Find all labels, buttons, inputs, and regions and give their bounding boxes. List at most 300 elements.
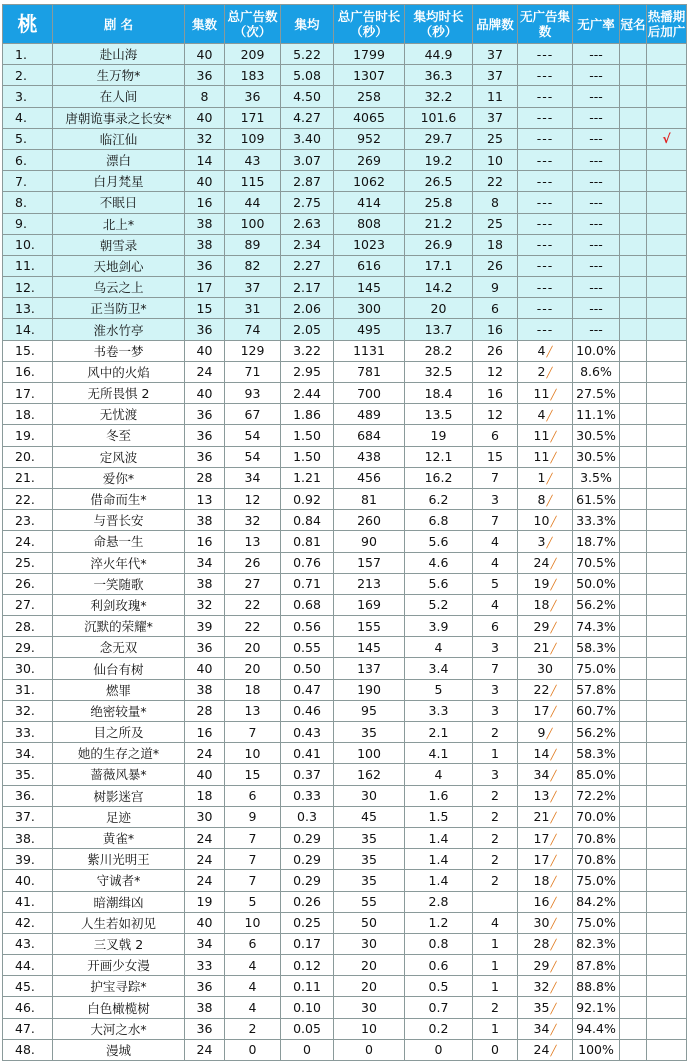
cell-no-ad-episodes — [518, 446, 573, 467]
cell-name-text: 沉默的荣耀* — [84, 619, 153, 635]
cell-episodes-text: 38 — [196, 512, 213, 528]
cell-no-ad-episodes-text: --- — [536, 258, 554, 274]
cell-brands — [473, 319, 518, 340]
table-row — [3, 255, 687, 276]
cell-ad-count — [225, 764, 281, 785]
cell-ad-per-episode — [281, 44, 334, 65]
table-row — [3, 743, 687, 764]
cell-episodes — [185, 383, 225, 404]
cell-ad-count — [225, 637, 281, 658]
cell-ad-count — [225, 319, 281, 340]
table-row — [3, 234, 687, 255]
cell-ad-per-episode — [281, 234, 334, 255]
cell-ad-per-episode-text: 0.29 — [293, 830, 321, 846]
cell-brands-text: 3 — [491, 682, 499, 698]
cell-name-text: 开画少女漫 — [87, 958, 150, 974]
cell-ad-count-text: 4 — [248, 1000, 257, 1016]
table-row — [3, 340, 687, 361]
cell-name-text: 利剑玫瑰* — [90, 597, 147, 613]
cell-brands-text: 37 — [487, 46, 503, 62]
cell-ad-count-text: 44 — [244, 194, 261, 210]
cell-brands — [473, 616, 518, 637]
cell-title-sponsor — [620, 213, 647, 234]
cell-no-ad-rate-text: 84.2% — [576, 894, 616, 910]
table-row — [3, 616, 687, 637]
cell-ad-per-episode — [281, 149, 334, 170]
cell-no-ad-rate-text: --- — [589, 237, 603, 253]
cell-no-ad-rate-text: --- — [589, 258, 603, 274]
cell-ad-count-text: 54 — [244, 427, 261, 443]
cell-ad-per-episode-text: 1.50 — [293, 449, 321, 465]
cell-no-ad-episodes — [518, 658, 573, 679]
cell-ad-per-episode-text: 0.29 — [293, 851, 321, 867]
table-row — [3, 997, 687, 1018]
table-header — [3, 5, 687, 44]
cell-episodes-text: 33 — [196, 957, 213, 973]
cell-ad-count-text: 6 — [248, 788, 257, 804]
cell-hot-added — [647, 149, 687, 170]
cell-no-ad-episodes — [518, 44, 573, 65]
cell-ad-count-text: 67 — [244, 406, 261, 422]
cell-no-ad-rate — [573, 743, 620, 764]
cell-brands — [473, 65, 518, 86]
cell-ad-per-episode — [281, 637, 334, 658]
cell-name — [53, 86, 185, 107]
cell-no-ad-rate-text: 74.3% — [576, 618, 616, 634]
cell-rank — [3, 277, 53, 298]
cell-duration-per-episode — [405, 616, 473, 637]
cell-no-ad-rate — [573, 298, 620, 319]
cell-ad-count — [225, 340, 281, 361]
cell-ad-per-episode — [281, 806, 334, 827]
header-title-sponsor: 冠名 — [620, 5, 647, 44]
cell-ad-per-episode-text: 0.81 — [293, 533, 321, 549]
cell-ad-duration — [334, 764, 405, 785]
cell-ad-count-text: 71 — [244, 364, 261, 380]
cell-ad-count — [225, 467, 281, 488]
cell-rank-text: 19. — [15, 427, 35, 443]
cell-ad-count — [225, 446, 281, 467]
cell-title-sponsor — [620, 594, 647, 615]
cell-name-text: 人生若如初见 — [80, 915, 156, 931]
carrot-icon: ╱ — [550, 389, 557, 401]
cell-ad-per-episode-text: 2.63 — [293, 216, 321, 232]
cell-hot-added — [647, 383, 687, 404]
cell-duration-per-episode — [405, 277, 473, 298]
cell-hot-added — [647, 425, 687, 446]
cell-ad-per-episode — [281, 65, 334, 86]
cell-ad-duration — [334, 849, 405, 870]
table-row — [3, 531, 687, 552]
table-row — [3, 65, 687, 86]
cell-no-ad-rate — [573, 467, 620, 488]
cell-ad-duration-text: 35 — [361, 724, 377, 740]
cell-ad-count — [225, 594, 281, 615]
cell-name-text: 唐朝诡事录之长安* — [65, 110, 172, 126]
cell-no-ad-rate — [573, 425, 620, 446]
cell-brands-text: 18 — [487, 237, 503, 253]
cell-no-ad-rate-text: 58.3% — [576, 745, 616, 761]
cell-ad-duration-text: 155 — [357, 618, 381, 634]
cell-episodes-text: 40 — [196, 46, 213, 62]
cell-ad-duration — [334, 467, 405, 488]
cell-brands — [473, 679, 518, 700]
cell-ad-per-episode-text: 0.92 — [293, 491, 321, 507]
cell-hot-added — [647, 764, 687, 785]
cell-episodes — [185, 912, 225, 933]
cell-ad-count-text: 13 — [244, 703, 261, 719]
cell-no-ad-episodes-text: 29 — [533, 618, 550, 634]
cell-duration-per-episode-text: 26.9 — [424, 237, 453, 253]
cell-hot-added — [647, 976, 687, 997]
cell-no-ad-rate — [573, 149, 620, 170]
cell-ad-duration — [334, 298, 405, 319]
cell-name-text: 不眠日 — [99, 195, 138, 211]
cell-name-text: 无所畏惧 2 — [87, 386, 150, 402]
cell-name — [53, 722, 185, 743]
cell-ad-count-text: 37 — [244, 279, 261, 295]
cell-ad-per-episode — [281, 510, 334, 531]
cell-brands — [473, 234, 518, 255]
cell-ad-per-episode-text: 0.55 — [293, 639, 321, 655]
cell-title-sponsor — [620, 552, 647, 573]
cell-title-sponsor — [620, 446, 647, 467]
cell-duration-per-episode-text: 5.6 — [428, 533, 449, 549]
cell-brands-text: 1 — [491, 1021, 499, 1037]
cell-ad-duration — [334, 637, 405, 658]
cell-no-ad-episodes — [518, 510, 573, 531]
cell-ad-per-episode-text: 0 — [303, 1042, 311, 1058]
cell-rank-text: 3. — [15, 88, 27, 104]
cell-episodes-text: 36 — [196, 427, 213, 443]
cell-duration-per-episode — [405, 933, 473, 954]
header-name: 剧 名 — [53, 5, 185, 44]
cell-hot-added — [647, 192, 687, 213]
cell-ad-count-text: 89 — [244, 237, 261, 253]
cell-ad-duration-text: 137 — [357, 661, 381, 677]
cell-ad-per-episode — [281, 1018, 334, 1039]
cell-episodes — [185, 86, 225, 107]
cell-brands-text: 3 — [491, 766, 499, 782]
cell-brands-text: 4 — [491, 597, 499, 613]
cell-duration-per-episode — [405, 552, 473, 573]
cell-name-text: 她的生存之道* — [77, 746, 160, 762]
cell-no-ad-rate — [573, 594, 620, 615]
header-ad-duration: 总广告时长（秒） — [334, 5, 405, 44]
cell-ad-count — [225, 234, 281, 255]
table-row — [3, 891, 687, 912]
cell-episodes — [185, 700, 225, 721]
cell-no-ad-episodes — [518, 849, 573, 870]
cell-ad-count-text: 7 — [248, 851, 257, 867]
cell-hot-added-text: √ — [662, 131, 671, 147]
cell-name-text: 借命而生* — [90, 492, 147, 508]
cell-no-ad-rate — [573, 361, 620, 382]
cell-ad-duration-text: 0 — [365, 1042, 373, 1058]
cell-brands-text: 6 — [491, 427, 499, 443]
cell-no-ad-episodes-text: 21 — [533, 639, 550, 655]
cell-episodes-text: 28 — [196, 703, 213, 719]
cell-name — [53, 255, 185, 276]
carrot-icon: ╱ — [550, 749, 557, 761]
cell-episodes — [185, 891, 225, 912]
cell-ad-per-episode — [281, 933, 334, 954]
cell-hot-added — [647, 361, 687, 382]
cell-no-ad-episodes-text: 21 — [533, 809, 550, 825]
cell-duration-per-episode-text: 4 — [434, 766, 443, 782]
cell-hot-added — [647, 467, 687, 488]
cell-ad-count-text: 13 — [244, 533, 261, 549]
cell-episodes — [185, 107, 225, 128]
cell-duration-per-episode-text: 20 — [430, 300, 447, 316]
cell-duration-per-episode-text: 13.5 — [424, 406, 453, 422]
cell-ad-duration — [334, 149, 405, 170]
cell-episodes — [185, 128, 225, 149]
cell-no-ad-episodes — [518, 912, 573, 933]
cell-name — [53, 594, 185, 615]
cell-hot-added — [647, 870, 687, 891]
cell-rank — [3, 552, 53, 573]
cell-no-ad-episodes-text: --- — [536, 194, 554, 210]
cell-ad-count-text: 2 — [248, 1021, 257, 1037]
cell-name — [53, 616, 185, 637]
table-row — [3, 722, 687, 743]
cell-title-sponsor — [620, 764, 647, 785]
cell-duration-per-episode-text: 3.4 — [428, 661, 449, 677]
cell-brands-text: 11 — [487, 88, 503, 104]
cell-ad-duration-text: 30 — [361, 1000, 377, 1016]
cell-duration-per-episode — [405, 1018, 473, 1039]
cell-ad-duration-text: 145 — [357, 279, 381, 295]
cell-ad-per-episode-text: 1.86 — [293, 406, 321, 422]
cell-no-ad-rate-text: 61.5% — [576, 491, 616, 507]
cell-duration-per-episode-text: 2.1 — [428, 724, 449, 740]
cell-duration-per-episode-text: 12.1 — [424, 449, 453, 465]
cell-rank-text: 24. — [15, 533, 35, 549]
cell-hot-added — [647, 997, 687, 1018]
cell-no-ad-episodes — [518, 128, 573, 149]
cell-episodes-text: 24 — [196, 1042, 213, 1058]
cell-no-ad-rate-text: 88.8% — [576, 978, 616, 994]
header-hot-added: 热播期后加广 — [647, 5, 687, 44]
cell-name — [53, 171, 185, 192]
cell-ad-per-episode — [281, 785, 334, 806]
table-row — [3, 383, 687, 404]
cell-ad-per-episode-text: 4.27 — [293, 110, 321, 126]
cell-hot-added — [647, 319, 687, 340]
cell-name-text: 朝雪录 — [99, 237, 138, 253]
cell-title-sponsor — [620, 383, 647, 404]
cell-name — [53, 277, 185, 298]
table-row — [3, 425, 687, 446]
cell-no-ad-rate — [573, 319, 620, 340]
cell-title-sponsor — [620, 806, 647, 827]
cell-episodes — [185, 955, 225, 976]
cell-episodes — [185, 785, 225, 806]
cell-episodes — [185, 255, 225, 276]
cell-brands-text: 2 — [491, 1000, 499, 1016]
cell-no-ad-episodes — [518, 255, 573, 276]
cell-episodes — [185, 722, 225, 743]
cell-episodes-text: 24 — [196, 851, 213, 867]
cell-name — [53, 149, 185, 170]
cell-ad-count — [225, 552, 281, 573]
cell-rank-text: 10. — [15, 237, 35, 253]
cell-ad-per-episode — [281, 192, 334, 213]
table-row — [3, 298, 687, 319]
cell-brands-text: 1 — [491, 936, 499, 952]
carrot-icon: ╱ — [550, 431, 557, 443]
cell-brands-text: 7 — [491, 470, 499, 486]
carrot-icon: ╱ — [546, 474, 553, 486]
cell-no-ad-episodes — [518, 573, 573, 594]
cell-name-text: 白色橄榄树 — [87, 1000, 150, 1016]
cell-rank-text: 25. — [15, 555, 35, 571]
cell-hot-added — [647, 446, 687, 467]
cell-ad-duration — [334, 510, 405, 531]
cell-episodes-text: 30 — [196, 809, 213, 825]
cell-ad-per-episode-text: 0.50 — [293, 661, 321, 677]
cell-rank — [3, 912, 53, 933]
cell-episodes — [185, 44, 225, 65]
carrot-icon: ╱ — [550, 982, 557, 994]
cell-brands — [473, 976, 518, 997]
cell-no-ad-episodes — [518, 149, 573, 170]
cell-name — [53, 340, 185, 361]
cell-name-text: 护宝寻踪* — [90, 979, 147, 995]
carrot-icon: ╱ — [550, 961, 557, 973]
cell-no-ad-rate-text: 11.1% — [576, 406, 616, 422]
cell-no-ad-rate-text: --- — [589, 173, 603, 189]
cell-duration-per-episode-text: 0.5 — [428, 978, 449, 994]
cell-ad-duration-text: 20 — [361, 978, 377, 994]
cell-title-sponsor — [620, 128, 647, 149]
cell-name-text: 三叉戟 2 — [93, 936, 144, 952]
cell-name — [53, 65, 185, 86]
cell-name — [53, 976, 185, 997]
cell-rank — [3, 976, 53, 997]
table-row — [3, 870, 687, 891]
cell-hot-added — [647, 488, 687, 509]
cell-no-ad-rate-text: 30.5% — [576, 449, 616, 465]
cell-no-ad-episodes — [518, 425, 573, 446]
cell-hot-added — [647, 933, 687, 954]
cell-ad-duration-text: 10 — [361, 1021, 377, 1037]
cell-duration-per-episode-text: 6.8 — [428, 512, 449, 528]
table-row — [3, 319, 687, 340]
cell-ad-duration — [334, 86, 405, 107]
cell-title-sponsor — [620, 912, 647, 933]
cell-ad-count-text: 7 — [248, 830, 257, 846]
cell-ad-count-text: 10 — [244, 915, 261, 931]
cell-duration-per-episode-text: 1.6 — [428, 788, 449, 804]
ad-ranking-table-container — [2, 4, 686, 1061]
cell-ad-per-episode-text: 0.12 — [293, 957, 321, 973]
cell-no-ad-episodes-text: 11 — [533, 449, 550, 465]
cell-title-sponsor — [620, 361, 647, 382]
cell-rank — [3, 234, 53, 255]
cell-episodes — [185, 340, 225, 361]
cell-ad-per-episode — [281, 870, 334, 891]
cell-episodes-text: 32 — [196, 597, 213, 613]
cell-ad-duration — [334, 933, 405, 954]
cell-ad-duration-text: 35 — [361, 830, 377, 846]
cell-episodes — [185, 573, 225, 594]
cell-ad-duration-text: 808 — [357, 216, 381, 232]
cell-ad-duration — [334, 488, 405, 509]
cell-episodes-text: 36 — [196, 639, 213, 655]
cell-duration-per-episode — [405, 891, 473, 912]
cell-no-ad-rate-text: 75.0% — [576, 915, 616, 931]
cell-episodes-text: 40 — [196, 343, 213, 359]
cell-title-sponsor — [620, 425, 647, 446]
cell-rank-text: 1. — [15, 46, 27, 62]
cell-brands-text: 8 — [491, 194, 499, 210]
cell-brands-text: 1 — [491, 745, 499, 761]
cell-hot-added — [647, 531, 687, 552]
cell-episodes — [185, 827, 225, 848]
cell-ad-per-episode-text: 0.26 — [293, 894, 321, 910]
carrot-icon: ╱ — [550, 601, 557, 613]
cell-no-ad-rate-text: 85.0% — [576, 766, 616, 782]
cell-duration-per-episode-text: 36.3 — [424, 67, 453, 83]
cell-no-ad-episodes-text: 2 — [537, 364, 546, 380]
cell-duration-per-episode — [405, 44, 473, 65]
cell-ad-count-text: 10 — [244, 745, 261, 761]
cell-name — [53, 213, 185, 234]
cell-ad-count — [225, 404, 281, 425]
cell-ad-per-episode-text: 0.46 — [293, 703, 321, 719]
cell-no-ad-episodes — [518, 700, 573, 721]
cell-no-ad-rate-text: 60.7% — [576, 703, 616, 719]
cell-duration-per-episode-text: 26.5 — [424, 173, 453, 189]
cell-ad-duration-text: 300 — [357, 300, 381, 316]
cell-ad-duration-text: 1307 — [353, 67, 385, 83]
cell-hot-added — [647, 552, 687, 573]
cell-rank-text: 21. — [15, 470, 35, 486]
cell-ad-per-episode — [281, 743, 334, 764]
cell-rank-text: 23. — [15, 512, 35, 528]
cell-ad-duration — [334, 319, 405, 340]
cell-ad-duration — [334, 213, 405, 234]
cell-duration-per-episode — [405, 637, 473, 658]
cell-no-ad-rate — [573, 531, 620, 552]
cell-no-ad-episodes — [518, 594, 573, 615]
cell-brands — [473, 213, 518, 234]
cell-name-text: 大河之水* — [90, 1021, 147, 1037]
cell-rank — [3, 65, 53, 86]
cell-brands — [473, 467, 518, 488]
cell-no-ad-rate — [573, 912, 620, 933]
cell-ad-count — [225, 149, 281, 170]
cell-name-text: 守诚者* — [96, 873, 141, 889]
cell-title-sponsor — [620, 44, 647, 65]
cell-episodes-text: 36 — [196, 322, 213, 338]
cell-ad-duration-text: 95 — [361, 703, 377, 719]
cell-ad-count — [225, 616, 281, 637]
cell-ad-count — [225, 1039, 281, 1060]
cell-ad-count — [225, 213, 281, 234]
cell-brands — [473, 1018, 518, 1039]
cell-no-ad-episodes-text: --- — [536, 88, 554, 104]
cell-ad-count — [225, 1018, 281, 1039]
cell-no-ad-rate-text: 33.3% — [576, 512, 616, 528]
cell-episodes — [185, 171, 225, 192]
cell-brands — [473, 149, 518, 170]
cell-episodes — [185, 531, 225, 552]
cell-brands-text: 1 — [491, 978, 499, 994]
cell-ad-per-episode-text: 0.25 — [293, 915, 321, 931]
